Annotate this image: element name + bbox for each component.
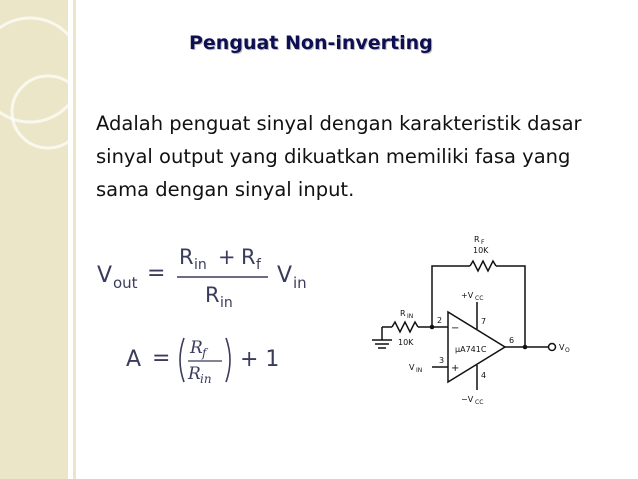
pin-3: 3 — [439, 356, 445, 365]
inverting-sign: − — [451, 323, 460, 334]
output-terminal — [549, 344, 556, 351]
formula-gain — [126, 330, 296, 390]
formula-vout-den-sub: in — [220, 295, 233, 311]
formula-vout-num-a-sub: in — [194, 257, 207, 273]
formula-gain-tail: + 1 — [240, 347, 280, 372]
vo-label: V — [559, 343, 565, 352]
formula-vout-lhs-sub: out — [113, 274, 138, 292]
pin-7: 7 — [481, 317, 487, 326]
opamp-label: µA741C — [455, 345, 487, 354]
slide-title: Penguat Non-inverting — [189, 32, 433, 54]
formula-vout-den: R — [205, 283, 220, 307]
rin-label: R — [400, 309, 406, 318]
junction-dot-output — [523, 345, 528, 350]
non-inverting-amplifier-circuit — [362, 232, 570, 412]
formula-vout-num-b-sub: f — [256, 257, 261, 273]
rin-label-sub: IN — [407, 313, 414, 320]
formula-gain-right-paren — [226, 338, 230, 382]
formula-gain-lhs: A — [126, 347, 142, 372]
formula-vout-eq: = — [147, 261, 166, 286]
vin-label-sub: IN — [416, 367, 423, 374]
vin-label: V — [409, 363, 415, 372]
formula-vout-num-b: R — [241, 245, 256, 269]
vcc-neg-label-sub: CC — [475, 399, 484, 406]
formula-vout-num-a: R — [179, 245, 194, 269]
ground-symbol — [372, 340, 392, 348]
formula-vout — [97, 240, 327, 310]
formula-vout-plus: + — [218, 245, 236, 269]
rf-label-sub: F — [481, 239, 485, 246]
rf-resistor-symbol — [470, 261, 496, 271]
formula-gain-den-sub: in — [200, 372, 212, 386]
junction-dot-inverting — [430, 325, 435, 330]
formula-vout-lhs: V — [97, 263, 113, 288]
formula-vout-rhs: V — [277, 263, 293, 288]
noninverting-sign: + — [451, 363, 460, 374]
rin-value: 10K — [398, 338, 414, 347]
formula-gain-den: R — [188, 364, 201, 384]
decorative-circles — [0, 0, 68, 479]
feedback-wire-right — [496, 266, 525, 347]
pin-6: 6 — [509, 336, 515, 345]
formula-gain-num: R — [190, 338, 203, 358]
formula-gain-eq: = — [152, 346, 171, 371]
rin-resistor-symbol — [392, 322, 418, 332]
vcc-pos-label-sub: CC — [475, 295, 484, 302]
sidebar-divider — [73, 0, 76, 479]
formula-vout-rhs-sub: in — [293, 274, 307, 292]
pin-2: 2 — [437, 316, 443, 325]
pin-4: 4 — [481, 371, 487, 380]
vcc-pos-label: +V — [461, 291, 474, 300]
rf-value: 10K — [473, 246, 489, 255]
formula-gain-left-paren — [180, 338, 184, 382]
vo-label-sub: O — [565, 347, 570, 354]
rf-label: R — [474, 235, 480, 244]
slide-sidebar-decoration — [0, 0, 68, 479]
formula-gain-num-sub: f — [202, 346, 207, 360]
vcc-neg-label: −V — [461, 395, 474, 404]
slide-body-text: Adalah penguat sinyal dengan karakteristik dasar sinyal output yang dikuatkan memiliki fasa yang sama dengan sinyal input. — [96, 112, 582, 201]
